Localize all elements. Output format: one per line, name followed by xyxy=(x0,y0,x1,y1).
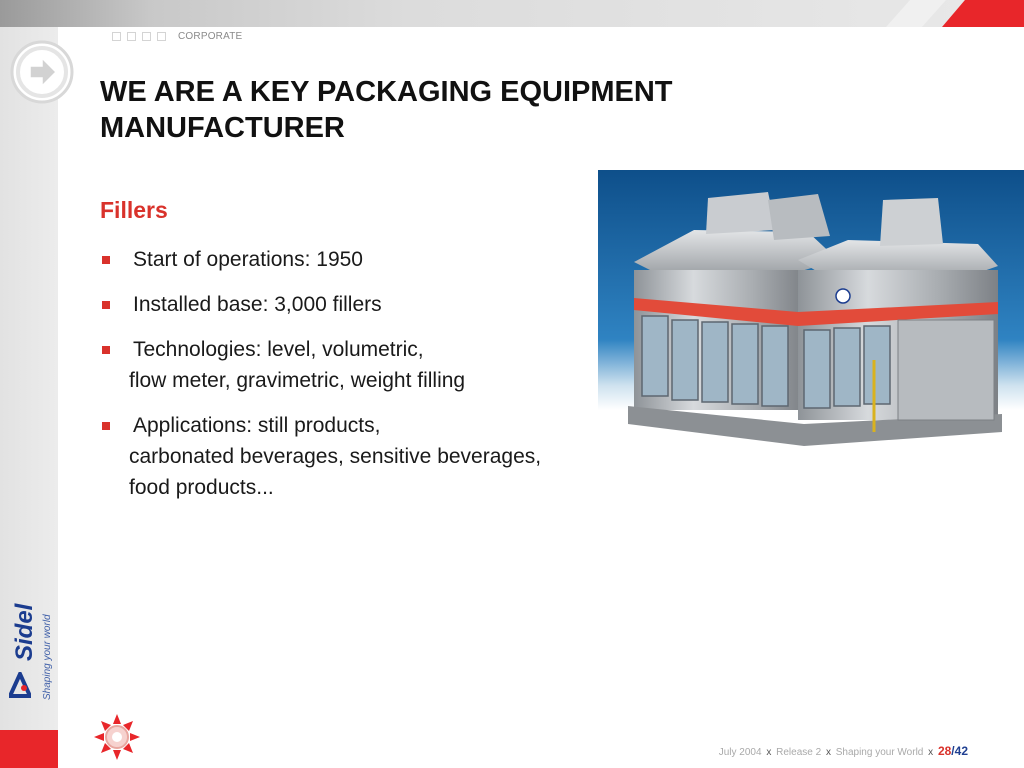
sidebar-red-accent xyxy=(0,730,58,768)
breadcrumb-square xyxy=(157,32,166,41)
top-band xyxy=(0,0,1024,27)
bullet-item xyxy=(100,244,660,275)
bullet-text: Technologies: level, volumetric, xyxy=(133,338,424,361)
footer-date: July 2004 xyxy=(718,747,762,758)
bullet-item xyxy=(100,410,660,503)
breadcrumb-square xyxy=(142,32,151,41)
bullet-list xyxy=(100,244,660,517)
page-number-separator: / xyxy=(951,744,955,758)
star-emblem-icon xyxy=(92,712,142,762)
bullet-marker xyxy=(102,346,110,354)
bullet-text-continued: carbonated beverages, sensitive beverages, xyxy=(129,445,542,468)
breadcrumb-square xyxy=(112,32,121,41)
footer-separator: x xyxy=(928,747,934,758)
filler-machine-image xyxy=(598,170,1024,478)
footer-separator: x xyxy=(825,747,831,758)
brand-tagline: Shaping your world xyxy=(42,614,53,700)
top-band-shade xyxy=(0,0,150,27)
breadcrumb xyxy=(112,31,242,42)
bullet-item xyxy=(100,289,660,320)
arrow-right-circle-icon[interactable] xyxy=(8,38,76,106)
bullet-text-continued: food products... xyxy=(129,476,274,499)
bullet-marker xyxy=(102,422,110,430)
bullet-item xyxy=(100,334,660,396)
page-title: WE ARE A KEY PACKAGING EQUIPMENT MANUFACTURER xyxy=(100,76,673,144)
brand-name: Sidel xyxy=(11,603,38,661)
bullet-text: Applications: still products, xyxy=(133,414,381,437)
footer-separator: x xyxy=(766,747,772,758)
sidel-logo-icon xyxy=(9,672,31,698)
page-number-total: 42 xyxy=(954,744,968,758)
bullet-text: Start of operations: 1950 xyxy=(133,248,363,271)
bullet-marker xyxy=(102,301,110,309)
section-heading: Fillers xyxy=(100,197,168,223)
bullet-text-continued: flow meter, gravimetric, weight filling xyxy=(129,369,466,392)
footer-release: Release 2 xyxy=(776,747,822,758)
breadcrumb-square xyxy=(127,32,136,41)
section-label: CORPORATE xyxy=(178,31,243,42)
footer-slogan: Shaping your World xyxy=(835,747,924,758)
footer xyxy=(719,744,968,758)
page-number-current: 28 xyxy=(937,744,952,758)
bullet-text: Installed base: 3,000 fillers xyxy=(133,293,382,316)
bullet-marker xyxy=(102,256,110,264)
